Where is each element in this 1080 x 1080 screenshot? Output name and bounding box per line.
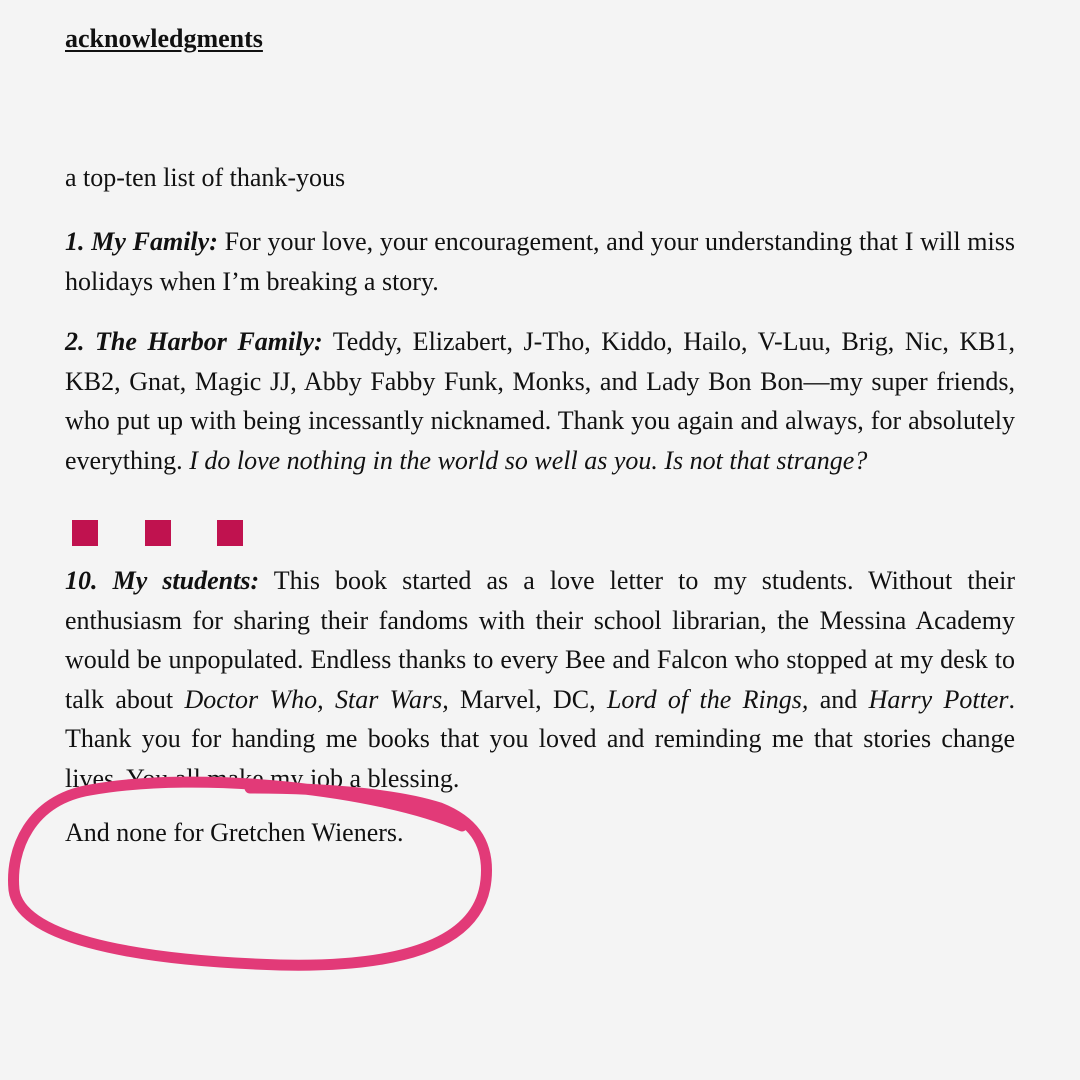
item-text: and [808,684,869,714]
item-text: . Thank you for handing me books that you loved and reminding me that stories change lives. You all make my job a blessing. [65,684,1016,793]
page-title: acknowledgments [65,24,263,53]
item-lead: The Harbor Family: [95,327,323,356]
separator-square [72,520,98,546]
item-number: 2. [65,327,85,356]
item-quote: I do love nothing in the world so well as you. Is not that strange? [189,445,868,475]
item-lead: My Family: [91,227,218,256]
item-text: Teddy, Elizabert, J-Tho, Kiddo, Hailo, V-Luu, Brig, Nic, KB1, KB2, Gnat, Magic JJ, Abby Fabby Funk, Monks, and Lady Bon Bon—my super friends, who put up with being incessantly nicknamed. Thank you again and always, for absolutely everything. [65,327,1016,475]
list-item [65,322,1015,480]
separator-square [217,520,243,546]
item-text: Marvel, DC, [448,684,607,714]
item-lead: My students: [112,566,260,595]
list-item [65,561,1015,799]
item-title: Doctor Who, Star Wars, [184,684,449,714]
closing-line: And none for Gretchen Wieners. [65,818,404,847]
circle-stroke [14,782,487,965]
item-text: This book started as a love letter to my students. Without their enthusiasm for sharing their fandoms with their school librarian, the Messina Academy would be unpopulated. Endless thanks to every Bee and Falcon who stopped at my desk to talk about [65,566,1015,714]
list-item [65,222,1015,301]
section-subtitle: a top-ten list of thank-yous [65,163,346,192]
item-text: For your love, your encouragement, and your understanding that I will miss holidays when I’m breaking a story. [65,227,1015,296]
separator-square [145,520,171,546]
item-title: Harry Potter [868,684,1009,714]
section-break-ornament [72,520,252,548]
item-number: 1. [65,227,85,256]
item-number: 10. [65,566,98,595]
item-title: Lord of the Rings, [606,684,809,714]
